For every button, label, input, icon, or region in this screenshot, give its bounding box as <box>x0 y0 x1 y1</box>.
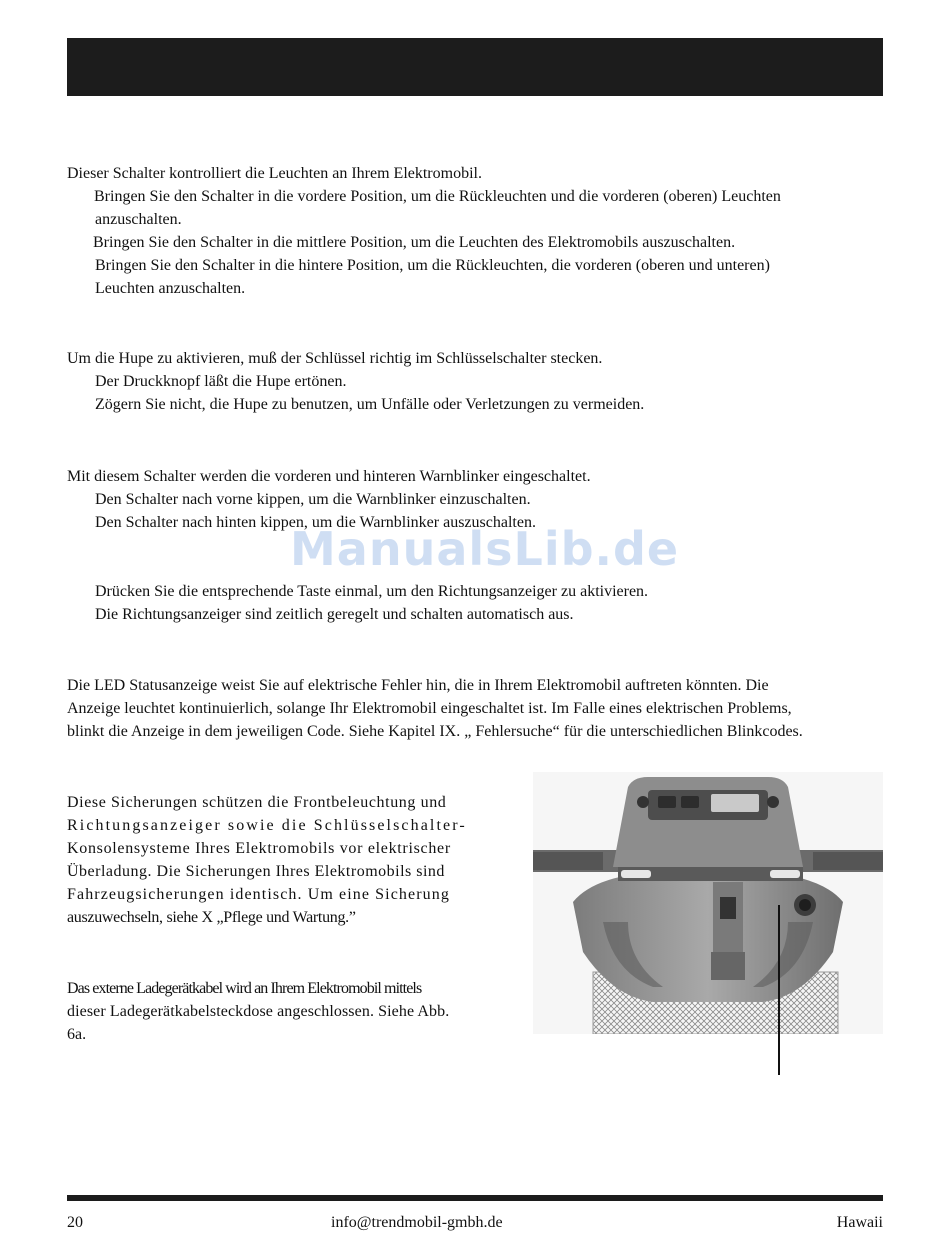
lights-item-rear: Bringen Sie den Schalter in die hintere Position, um die Rückleuchten, die vorderen (oberen und unteren) <box>95 257 770 274</box>
hazard-intro: Mit diesem Schalter werden die vorderen und hinteren Warnblinker eingeschaltet. <box>67 468 591 485</box>
charger-section <box>67 977 504 1046</box>
led-line-2: Anzeige leuchtet kontinuierlich, solange Ihr Elektromobil eingeschaltet ist. Im Falle eines elektrischen Problems, <box>67 700 792 717</box>
lights-item-rear-cont: Leuchten anzuschalten. <box>95 280 246 297</box>
turn-item-activate: Drücken Sie die entsprechende Taste einmal, um den Richtungsanzeiger zu aktivieren. <box>95 583 649 600</box>
led-line-3: blinkt die Anzeige in dem jeweiligen Code. Siehe Kapitel IX. „ Fehlersuche“ für die unterschiedlichen Blinkcodes. <box>67 723 803 740</box>
footer-model: Hawaii <box>836 1214 883 1231</box>
horn-section <box>67 347 883 416</box>
led-status-section <box>67 674 883 743</box>
fuses-line-3: Konsolensysteme Ihres Elektromobils vor elektrischer <box>67 840 451 857</box>
horn-item-button: Der Druckknopf läßt die Hupe ertönen. <box>95 373 347 390</box>
turn-signal-section <box>67 580 883 626</box>
turn-item-auto-off: Die Richtungsanzeiger sind zeitlich geregelt und schalten automatisch aus. <box>95 606 574 623</box>
fuses-line-2: Richtungsanzeiger sowie die Schlüsselschalter- <box>67 817 467 834</box>
hazard-item-off: Den Schalter nach hinten kippen, um die Warnblinker auszuschalten. <box>95 514 536 531</box>
scooter-console-photo <box>533 772 883 1034</box>
hazard-item-on: Den Schalter nach vorne kippen, um die Warnblinker einzuschalten. <box>95 491 531 508</box>
watermark-text: ManualsLib.de <box>290 522 680 576</box>
lights-item-middle: Bringen Sie den Schalter in die mittlere Position, um die Leuchten des Elektromobils auszuschalten. <box>93 234 736 251</box>
horn-intro: Um die Hupe zu aktivieren, muß der Schlüssel richtig im Schlüsselschalter stecken. <box>67 350 603 367</box>
lights-intro: Dieser Schalter kontrolliert die Leuchten an Ihrem Elektromobil. <box>67 165 482 182</box>
charger-line-2: dieser Ladegerätkabelsteckdose angeschlossen. Siehe Abb. <box>67 1003 450 1020</box>
fuses-line-4: Überladung. Die Sicherungen Ihres Elektromobils sind <box>67 863 445 880</box>
charger-line-1: Das externe Ladegerätkabel wird an Ihrem Elektromobil mittels <box>67 980 422 997</box>
fuses-line-1: Diese Sicherungen schützen die Frontbeleuchtung und <box>67 794 447 811</box>
header-bar <box>67 38 883 96</box>
footer-bar <box>67 1195 883 1201</box>
lights-section <box>67 162 883 300</box>
horn-item-hint: Zögern Sie nicht, die Hupe zu benutzen, um Unfälle oder Verletzungen zu vermeiden. <box>95 396 645 413</box>
lights-item-front-cont: anzuschalten. <box>95 211 182 228</box>
lights-item-front: Bringen Sie den Schalter in die vordere Position, um die Rückleuchten und die vorderen (oberen) Leuchten <box>94 188 781 205</box>
fuses-section <box>67 791 504 929</box>
charger-line-3: 6a. <box>67 1026 87 1043</box>
led-line-1: Die LED Statusanzeige weist Sie auf elektrische Fehler hin, die in Ihrem Elektromobil auftreten könnten. Die <box>67 677 769 694</box>
fuses-line-5: Fahrzeugsicherungen identisch. Um eine Sicherung <box>67 886 450 903</box>
footer-page-number: 20 <box>67 1214 83 1231</box>
footer-email: info@trendmobil-gmbh.de <box>331 1214 503 1231</box>
fuses-line-6: auszuwechseln, siehe X „Pflege und Wartung.” <box>67 909 356 926</box>
callout-line <box>778 905 780 1075</box>
